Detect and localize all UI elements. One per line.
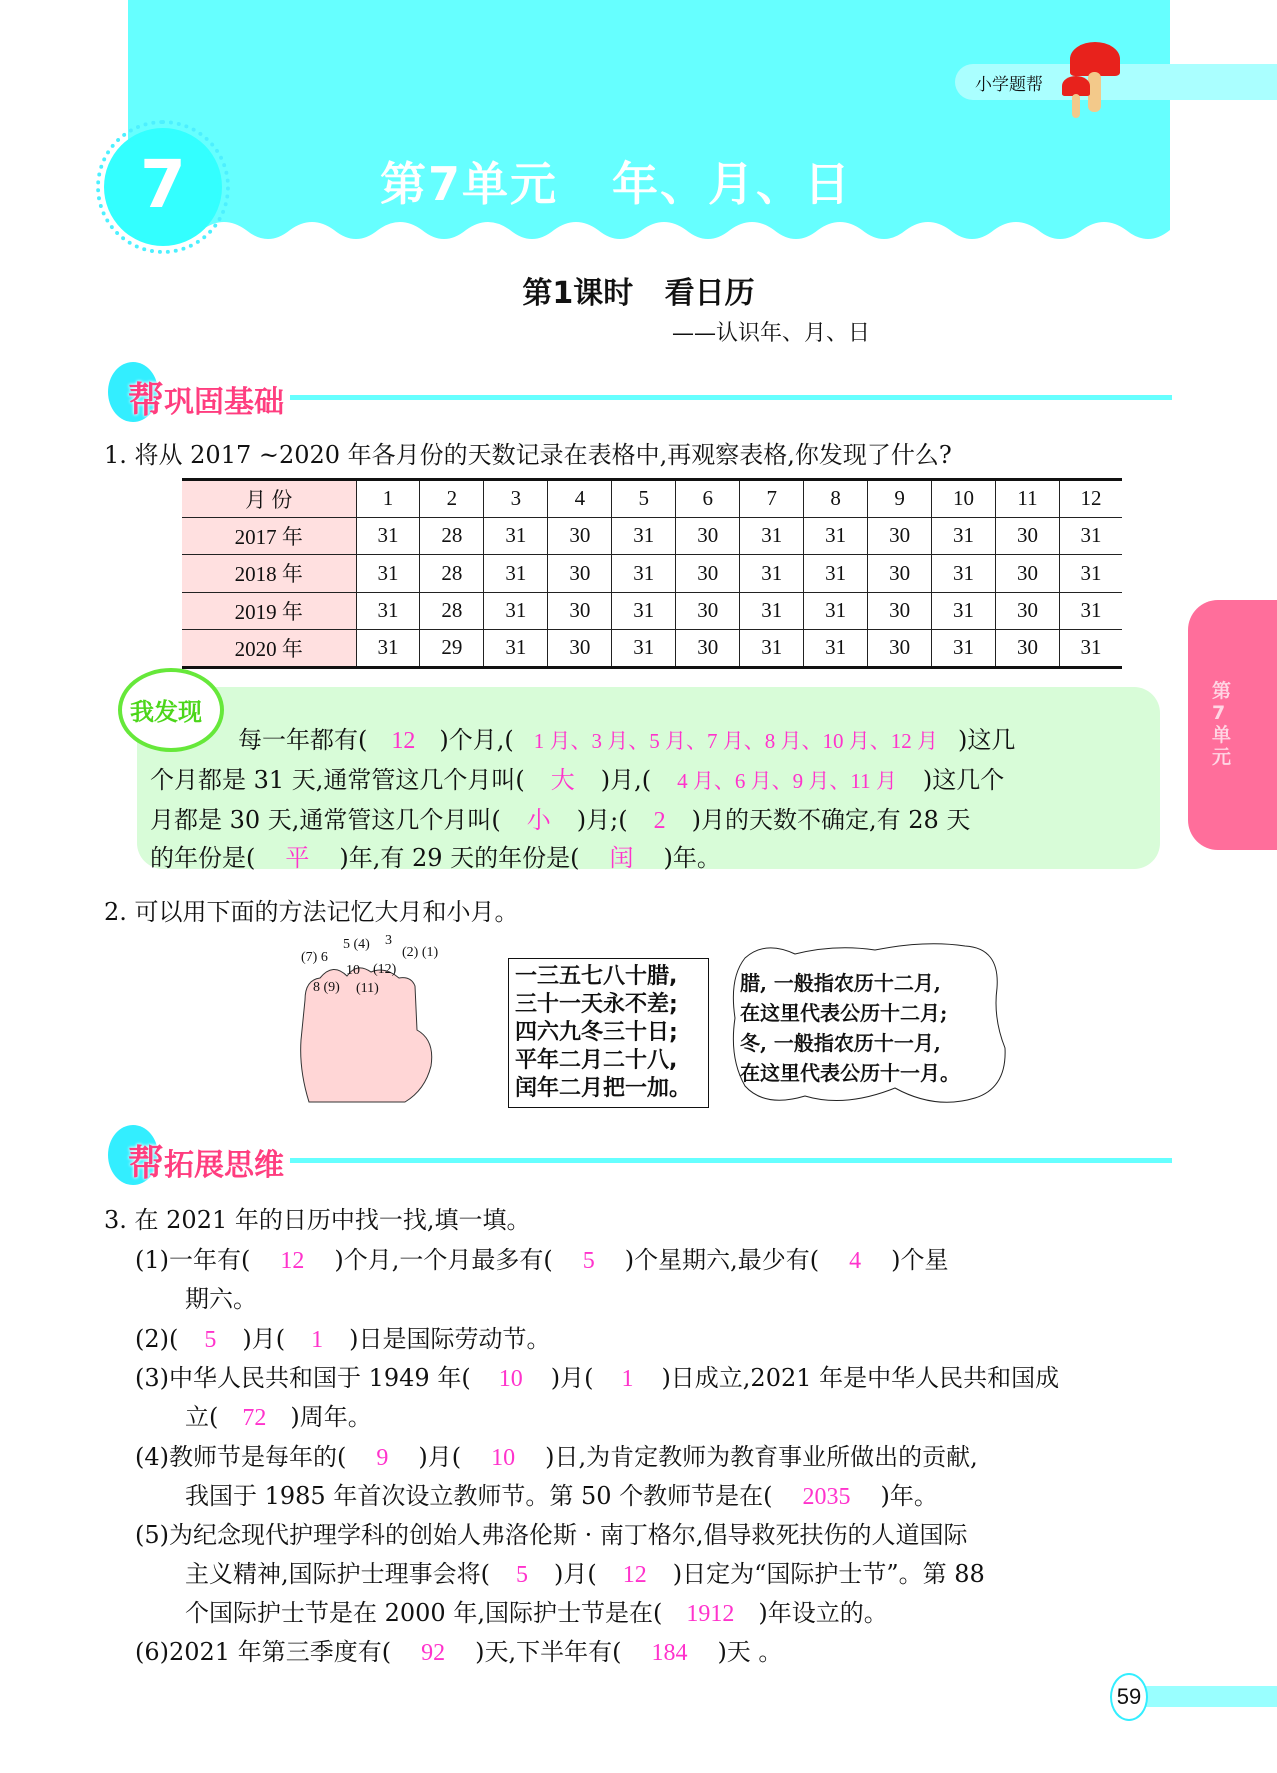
answer: 72 bbox=[242, 1405, 267, 1431]
table-row: 2017 年 31 28 31 30 31 30 31 31 30 31 30 31 bbox=[182, 517, 1122, 555]
page-number-bar bbox=[1143, 1686, 1277, 1707]
month-rhyme-box: 一三五七八十腊, 三十一天永不差; 四六九冬三十日; 平年二月二十八, 闰年二月把一加。 bbox=[508, 958, 709, 1108]
question-3-prompt: 3. 在 2021 年的日历中找一找,填一填。 bbox=[104, 1206, 531, 1234]
brand-label: 小学题帮 bbox=[975, 75, 1043, 95]
answer: 5 bbox=[516, 1562, 528, 1588]
discover-line-4: 的年份是( 平 )年,有 29 天的年份是( 闰 )年。 bbox=[150, 844, 721, 872]
knuckle-label: (12) bbox=[373, 962, 397, 977]
q3-part-4: (4)教师节是每年的( 9 )月( 10 )日,为肯定教师为教育事业所做出的贡献, bbox=[135, 1443, 978, 1471]
answer: 12 bbox=[280, 1248, 305, 1274]
table-header-row: 月 份 1 2 3 4 5 6 7 8 9 10 11 12 bbox=[182, 480, 1122, 518]
answer: 10 bbox=[498, 1366, 523, 1392]
lesson-title: 第1课时 看日历 bbox=[522, 276, 755, 311]
question-2-prompt: 2. 可以用下面的方法记忆大月和小月。 bbox=[104, 898, 519, 926]
q3-part-3: (3)中华人民共和国于 1949 年( 10 )月( 1 )日成立,2021 年是中华人民共和国成 bbox=[135, 1364, 1060, 1392]
page-number: 59 bbox=[1110, 1673, 1148, 1721]
answer: 4 bbox=[849, 1248, 862, 1274]
answer: 10 bbox=[491, 1445, 516, 1471]
discover-line-3: 月都是 30 天,通常管这几个月叫( 小 )月;( 2 )月的天数不确定,有 28 天 bbox=[150, 806, 971, 834]
section-header-basics bbox=[108, 362, 1172, 422]
discover-line-2: 个月都是 31 天,通常管这几个月叫( 大 )月,( 4 月、6 月、9 月、11 月 )这几个 bbox=[150, 766, 1005, 794]
section-label: 帮巩固基础 bbox=[128, 380, 285, 421]
mushroom-small-icon bbox=[1062, 76, 1090, 120]
q3-part-5-cont2: 个国际护士节是在 2000 年,国际护士节是在( 1912 )年设立的。 bbox=[185, 1599, 888, 1627]
knuckle-label: 3 bbox=[385, 933, 392, 948]
answer: 4 月、6 月、9 月、11 月 bbox=[677, 769, 897, 793]
wavy-border bbox=[128, 218, 1170, 248]
table-row: 2019 年 31 28 31 30 31 30 31 31 30 31 30 31 bbox=[182, 592, 1122, 630]
q3-part-5: (5)为纪念现代护理学科的创始人弗洛伦斯 · 南丁格尔,倡导救死扶伤的人道国际 bbox=[135, 1521, 968, 1549]
answer: 闰 bbox=[609, 846, 634, 872]
answer: 184 bbox=[651, 1640, 688, 1666]
knuckle-label: (11) bbox=[356, 981, 379, 996]
table-row: 2018 年 31 28 31 30 31 30 31 31 30 31 30 31 bbox=[182, 555, 1122, 593]
knuckle-label: 10 bbox=[346, 963, 360, 978]
section-label: 帮拓展思维 bbox=[128, 1143, 285, 1184]
discover-badge: 我发现 bbox=[118, 668, 224, 752]
knuckle-label: 5 (4) bbox=[343, 937, 370, 952]
answer: 1 月、3 月、5 月、7 月、8 月、10 月、12 月 bbox=[533, 729, 938, 753]
q3-part-4-cont: 我国于 1985 年首次设立教师节。第 50 个教师节是在( 2035 )年。 bbox=[185, 1482, 938, 1510]
question-1-prompt: 1. 将从 2017 ~2020 年各月份的天数记录在表格中,再观察表格,你发现了什么? bbox=[104, 441, 952, 469]
q3-part-3-cont: 立( 72 )周年。 bbox=[185, 1403, 372, 1431]
answer: 9 bbox=[376, 1445, 389, 1471]
answer: 大 bbox=[550, 768, 575, 794]
section-rule bbox=[290, 395, 1172, 400]
q3-part-5-cont: 主义精神,国际护士理事会将( 5 )月( 12 )日定为“国际护士节”。第 88 bbox=[185, 1560, 985, 1588]
answer: 小 bbox=[526, 808, 551, 834]
unit-side-tab: 第7单元 bbox=[1188, 600, 1277, 850]
answer: 平 bbox=[285, 846, 310, 872]
answer: 1912 bbox=[686, 1601, 735, 1627]
unit-title: 第7单元 年、月、日 bbox=[380, 157, 853, 211]
unit-number-badge bbox=[104, 128, 222, 246]
answer: 1 bbox=[621, 1366, 634, 1392]
unit-number: 7 bbox=[140, 146, 186, 223]
q3-part-6: (6)2021 年第三季度有( 92 )天,下半年有( 184 )天 。 bbox=[135, 1638, 783, 1666]
section-header-extend bbox=[108, 1125, 1172, 1185]
q3-part-2: (2)( 5 )月( 1 )日是国际劳动节。 bbox=[135, 1325, 551, 1353]
section-rule bbox=[290, 1158, 1172, 1163]
knuckle-label: (2) (1) bbox=[402, 945, 439, 960]
answer: 12 bbox=[622, 1562, 647, 1588]
lesson-subtitle: ——认识年、月、日 bbox=[672, 321, 871, 346]
knuckle-label: (7) 6 bbox=[301, 950, 328, 965]
days-per-month-table bbox=[182, 478, 1122, 669]
answer: 5 bbox=[204, 1327, 217, 1353]
q3-part-1-cont: 期六。 bbox=[185, 1285, 257, 1313]
answer: 1 bbox=[311, 1327, 324, 1353]
answer: 2 bbox=[653, 808, 666, 834]
q3-part-1: (1)一年有( 12 )个月,一个月最多有( 5 )个星期六,最少有( 4 )个星 bbox=[135, 1246, 949, 1274]
discover-line-1: 每一年都有( 12 )个月,( 1 月、3 月、5 月、7 月、8 月、10 月、12 月 )这几 bbox=[238, 726, 1016, 754]
answer: 2035 bbox=[802, 1484, 851, 1510]
answer: 12 bbox=[391, 728, 416, 754]
note-text: 腊, 一般指农历十二月, 在这里代表公历十二月; 冬, 一般指农历十一月, 在这里代表公历十一月。 bbox=[740, 971, 960, 1085]
answer: 5 bbox=[582, 1248, 595, 1274]
table-row: 2020 年 31 29 31 30 31 30 31 31 30 31 30 31 bbox=[182, 630, 1122, 668]
answer: 92 bbox=[421, 1640, 446, 1666]
knuckle-label: 8 (9) bbox=[313, 980, 340, 995]
